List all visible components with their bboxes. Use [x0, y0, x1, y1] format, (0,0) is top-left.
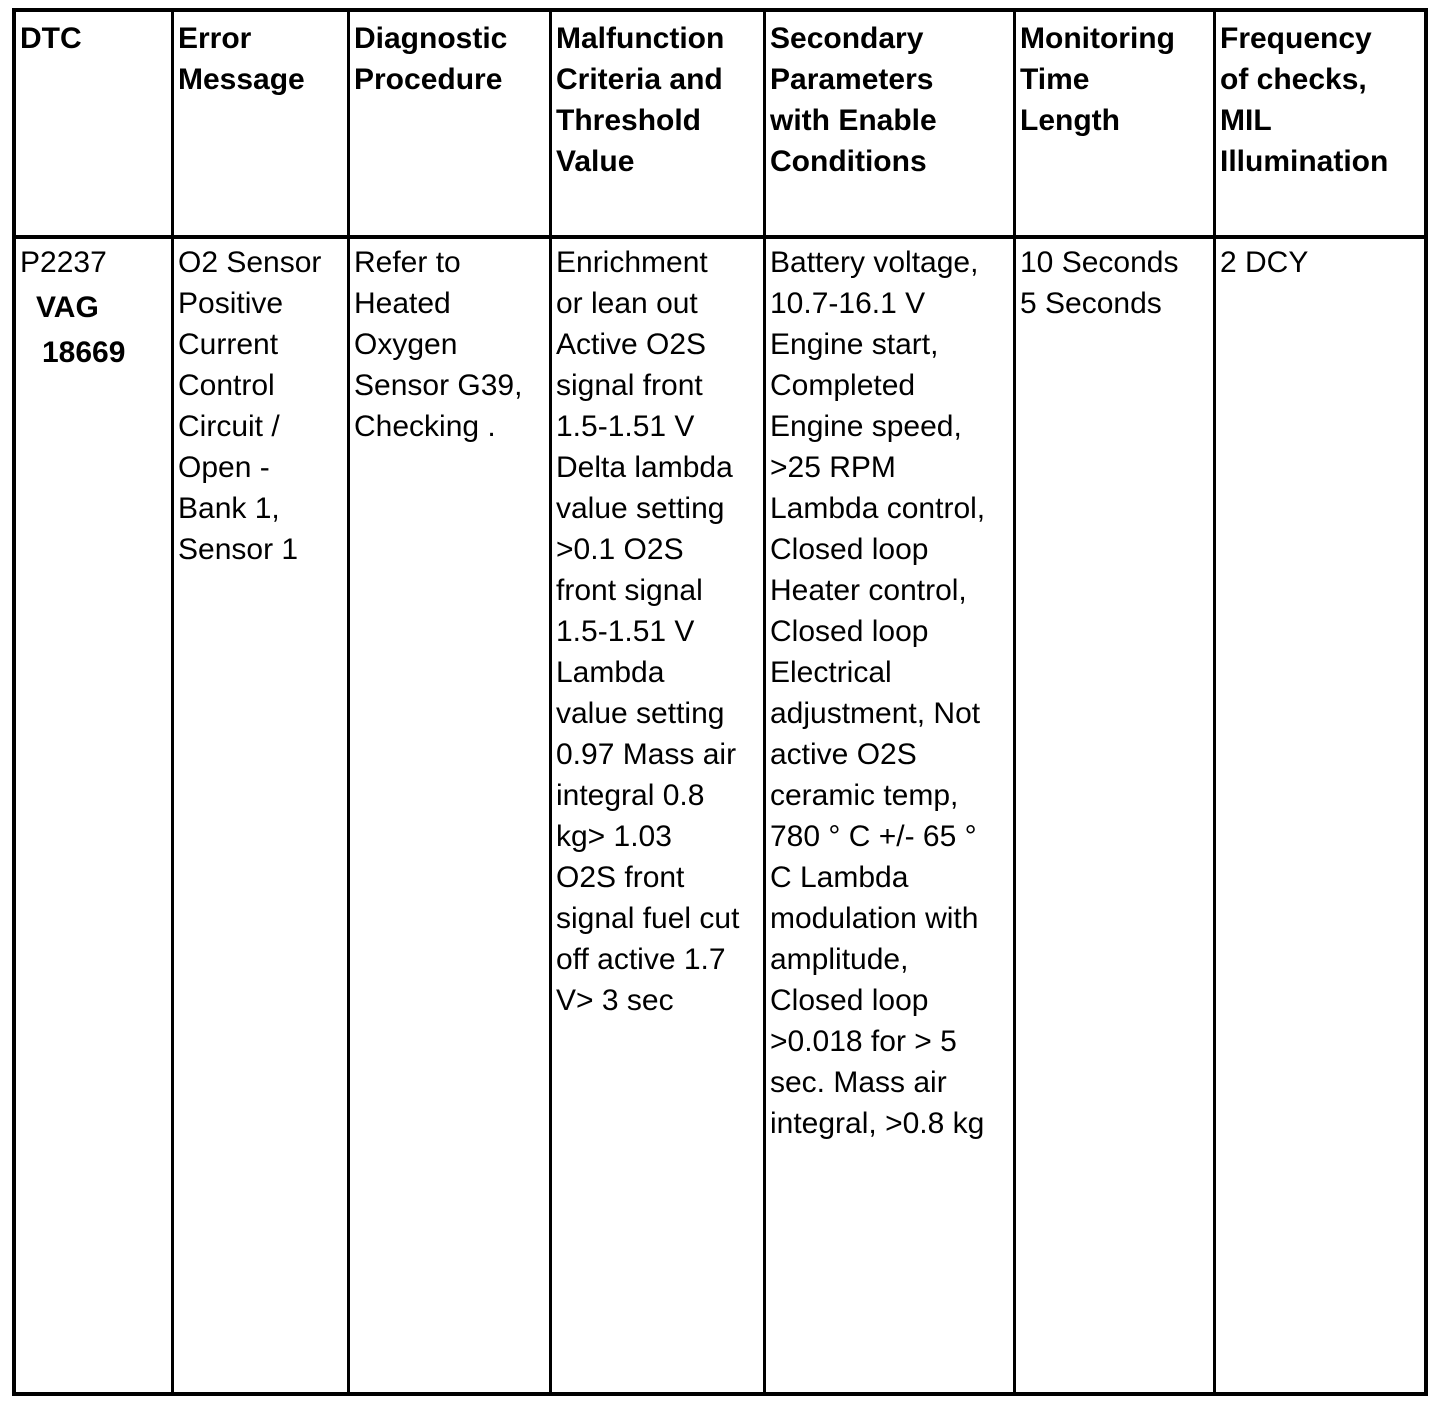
dtc-vag-code: 18669 [42, 336, 126, 369]
cell-text-line: Sensor 1 [178, 533, 299, 566]
cell-text-line: signal front [556, 369, 703, 402]
cell-text-line: >0.1 O2S [556, 533, 684, 566]
column-divider [171, 12, 174, 1392]
cell-text-line: off active 1.7 [556, 943, 726, 976]
header-text: Threshold [556, 104, 702, 137]
cell-text-line: Open - [178, 451, 270, 484]
cell-text-line: kg> 1.03 [556, 820, 672, 853]
cell-text-line: modulation with [770, 902, 979, 935]
header-text: Length [1020, 104, 1120, 137]
cell-text-line: Closed loop [770, 615, 929, 648]
header-secondary-parameters [766, 18, 1013, 182]
cell-text-line: Heater control, [770, 574, 967, 607]
cell-text-line: value setting [556, 697, 725, 730]
cell-text-line: Checking . [354, 410, 496, 443]
cell-text-line: Engine speed, [770, 410, 962, 443]
cell-text-line: sec. Mass air [770, 1066, 947, 1099]
cell-monitoring-time [1016, 242, 1213, 324]
cell-frequency [1216, 242, 1428, 283]
cell-text-line: >0.018 for > 5 [770, 1025, 957, 1058]
header-text: Conditions [770, 145, 927, 178]
header-diagnostic-procedure [350, 18, 549, 100]
dtc-table [12, 8, 1428, 1396]
cell-text-line: 780 ° C +/- 65 ° [770, 820, 977, 853]
cell-text-line: Oxygen [354, 328, 458, 361]
header-text: with Enable [770, 104, 937, 137]
cell-text-line: or lean out [556, 287, 698, 320]
cell-text-line: Closed loop [770, 984, 929, 1017]
cell-text-line: amplitude, [770, 943, 909, 976]
cell-secondary-parameters [766, 242, 1013, 1144]
header-text: MIL [1220, 104, 1272, 137]
column-divider [1213, 12, 1216, 1392]
cell-text-line: O2S front [556, 861, 685, 894]
cell-text-line: 10 Seconds [1020, 246, 1179, 279]
cell-text-line: Lambda control, [770, 492, 986, 525]
cell-text-line: 1.5-1.51 V [556, 410, 695, 443]
cell-text-line: front signal [556, 574, 703, 607]
header-text: Error [178, 22, 252, 55]
cell-text-line: Lambda [556, 656, 665, 689]
cell-text-line: Engine start, [770, 328, 939, 361]
column-divider [1013, 12, 1016, 1392]
cell-text-line: Electrical [770, 656, 892, 689]
cell-text-line: 10.7-16.1 V [770, 287, 926, 320]
cell-error-message [174, 242, 347, 570]
header-text: of checks, [1220, 63, 1367, 96]
cell-text-line: integral 0.8 [556, 779, 705, 812]
header-text: DTC [20, 22, 82, 55]
header-text: Procedure [354, 63, 503, 96]
header-dtc [16, 18, 171, 59]
cell-text-line: 1.5-1.51 V [556, 615, 695, 648]
cell-text-line: Enrichment [556, 246, 708, 279]
cell-text-line: adjustment, Not [770, 697, 981, 730]
cell-dtc [16, 242, 171, 373]
cell-text-line: value setting [556, 492, 725, 525]
cell-text-line: Heated [354, 287, 451, 320]
cell-text-line: V> 3 sec [556, 984, 674, 1017]
cell-text-line: Sensor G39, [354, 369, 523, 402]
cell-text-line: >25 RPM [770, 451, 896, 484]
cell-text-line: Current [178, 328, 279, 361]
cell-text-line: integral, >0.8 kg [770, 1107, 985, 1140]
header-text: Diagnostic [354, 22, 508, 55]
cell-text-line: Positive [178, 287, 284, 320]
dtc-code: P2237 [20, 246, 107, 279]
header-text: Parameters [770, 63, 934, 96]
dtc-vag-label: VAG [36, 291, 99, 324]
cell-text-line: active O2S [770, 738, 917, 771]
cell-text-line: C Lambda [770, 861, 909, 894]
cell-text-line: Active O2S [556, 328, 707, 361]
header-text: Malfunction [556, 22, 725, 55]
cell-text-line: Control [178, 369, 275, 402]
cell-malfunction-criteria [552, 242, 763, 1021]
cell-text-line: Completed [770, 369, 916, 402]
cell-text-line: Circuit / [178, 410, 280, 443]
header-malfunction-criteria [552, 18, 763, 182]
cell-text-line: O2 Sensor [178, 246, 322, 279]
cell-text-line: Delta lambda [556, 451, 733, 484]
header-error-message [174, 18, 347, 100]
column-divider [347, 12, 350, 1392]
header-text: Time [1020, 63, 1090, 96]
header-text: Message [178, 63, 305, 96]
header-text: Value [556, 145, 635, 178]
header-frequency [1216, 18, 1428, 182]
cell-text-line: Refer to [354, 246, 461, 279]
cell-text-line: signal fuel cut [556, 902, 740, 935]
header-text: Frequency [1220, 22, 1372, 55]
cell-text-line: ceramic temp, [770, 779, 959, 812]
cell-text-line: Bank 1, [178, 492, 280, 525]
header-text: Illumination [1220, 145, 1389, 178]
cell-text-line: 2 DCY [1220, 246, 1309, 279]
header-text: Monitoring [1020, 22, 1175, 55]
header-text: Secondary [770, 22, 924, 55]
header-monitoring-time [1016, 18, 1213, 141]
cell-text-line: 5 Seconds [1020, 287, 1162, 320]
cell-text-line: Closed loop [770, 533, 929, 566]
cell-text-line: Battery voltage, [770, 246, 979, 279]
header-text: Criteria and [556, 63, 723, 96]
cell-text-line: 0.97 Mass air [556, 738, 737, 771]
cell-diagnostic-procedure [350, 242, 549, 447]
